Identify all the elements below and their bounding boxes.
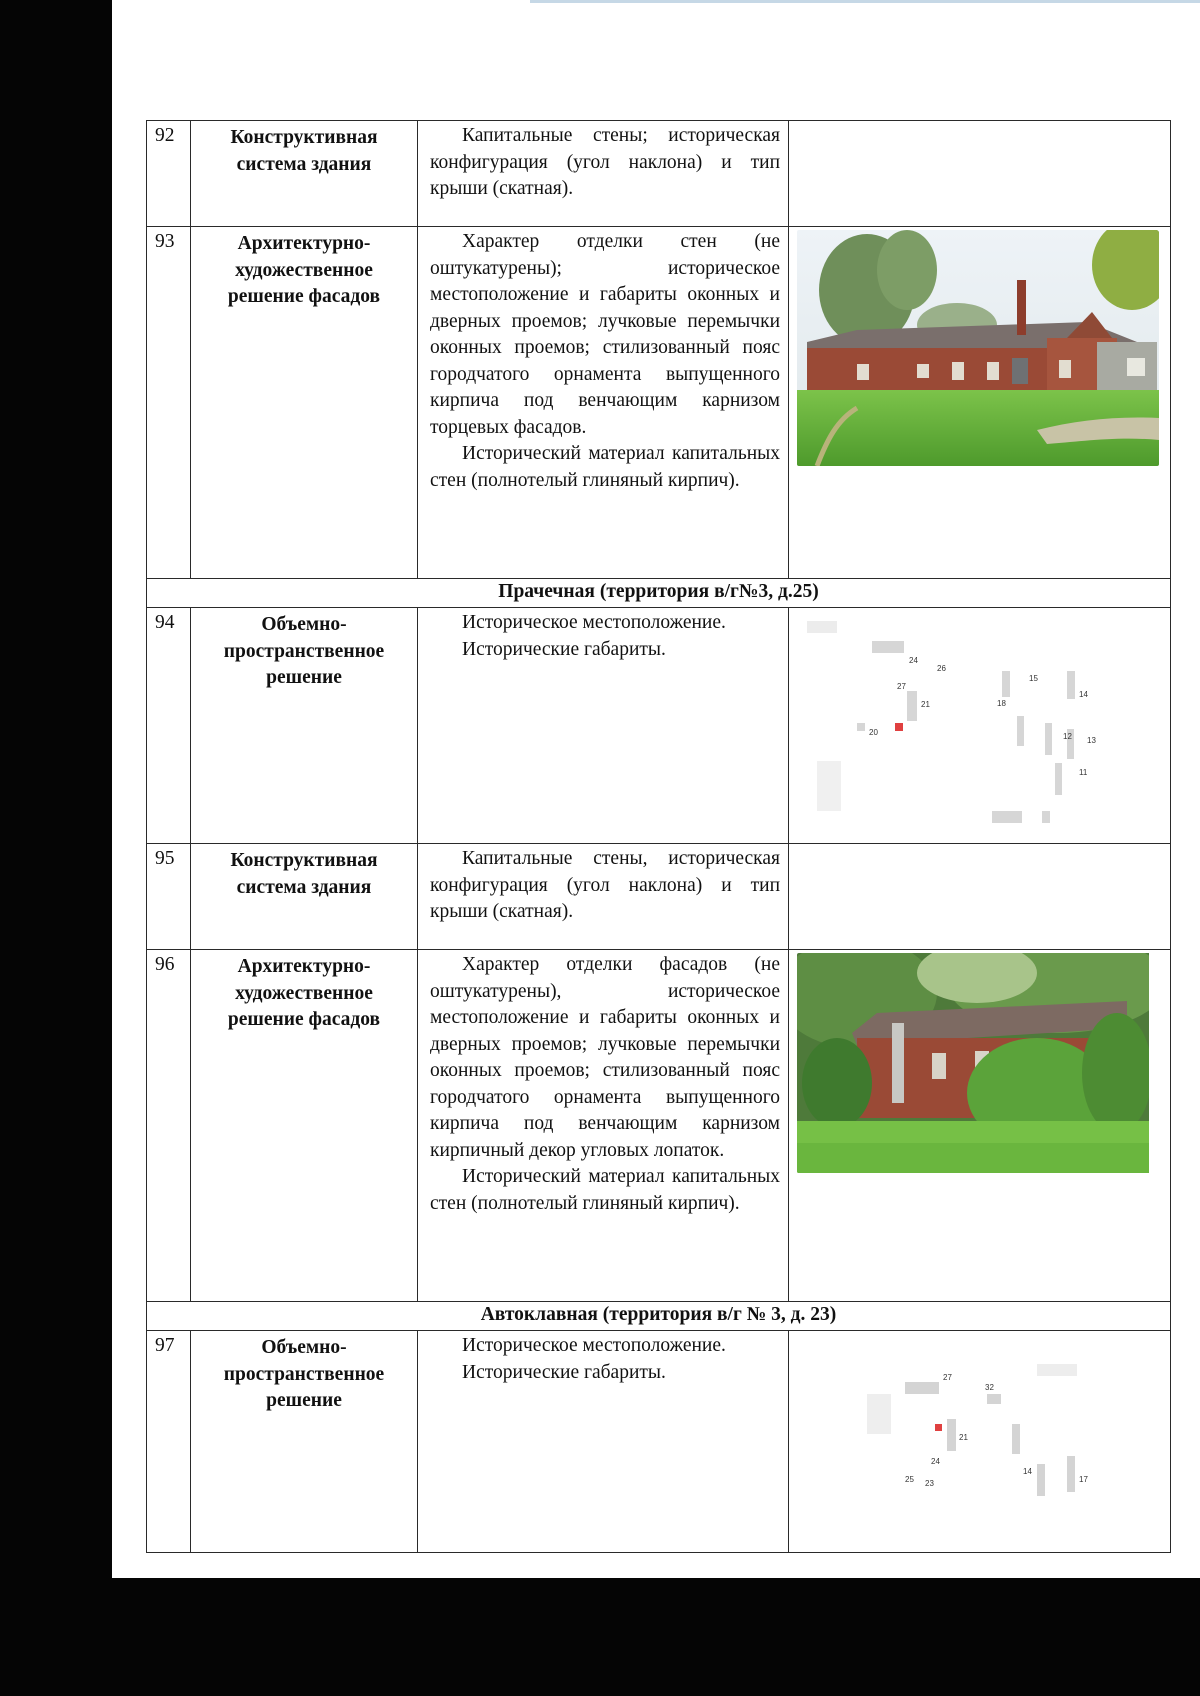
map-label: 13 (1087, 736, 1096, 745)
site-map (797, 611, 1159, 837)
table-row (147, 844, 1171, 950)
map-label: 27 (943, 1373, 952, 1382)
map-label: 23 (925, 1479, 934, 1488)
image-cell (789, 121, 1171, 227)
site-marker-icon (935, 1424, 942, 1431)
row-number: 97 (147, 1331, 191, 1553)
feature-description (418, 950, 789, 1302)
site-map-94-art (797, 611, 1159, 837)
feature-description (418, 844, 789, 950)
description-paragraph: Характер отделки фасадов (не оштукатурены), историческое местоположение и габариты оконных и дверных проемов; лучковые перемычки оконных проемов; стилизованный пояс городчатого орнамента выпущенного кирпича под венчающим карнизом кирпичный декор угловых лопаток. (430, 954, 780, 1161)
table-row (147, 227, 1171, 579)
row-number: 94 (147, 608, 191, 844)
description-paragraph: Характер отделки стен (не оштукатурены); историческое местоположение и габариты оконных и дверных проемов; лучковые перемычки оконных проемов; стилизованный пояс городчатого орнамента выпущенного кирпича под венчающим карнизом торцевых фасадов. (430, 231, 780, 438)
site-marker-icon (895, 723, 903, 731)
description-paragraph: Исторические габариты. (462, 638, 666, 660)
feature-name: Архитектурно-художественное решение фасадов (191, 227, 418, 579)
map-label: 17 (1079, 1475, 1088, 1484)
description-paragraph: Капитальные стены, историческая конфигурация (угол наклона) и тип крыши (скатная). (430, 848, 780, 922)
section-title: Прачечная (территория в/г№3, д.25) (147, 579, 1171, 608)
table-row (147, 950, 1171, 1302)
feature-name: Конструктивная система здания (191, 121, 418, 227)
description-paragraph: Исторические габариты. (462, 1361, 666, 1383)
feature-description (418, 1331, 789, 1553)
scan-frame-left (0, 0, 112, 1696)
section-row (147, 579, 1171, 608)
row-number: 95 (147, 844, 191, 950)
feature-name: Конструктивная система здания (191, 844, 418, 950)
description-paragraph: Историческое местоположение. (462, 612, 726, 633)
building-photo (797, 953, 1159, 1173)
scan-frame-bottom (0, 1578, 1200, 1696)
image-cell (789, 844, 1171, 950)
map-label: 26 (937, 664, 946, 673)
description-paragraph: Исторический материал капитальных стен (полнотелый глиняный кирпич). (430, 443, 780, 491)
feature-description (418, 608, 789, 844)
feature-name: Объемно-пространственное решение (191, 608, 418, 844)
map-label: 15 (1029, 674, 1038, 683)
image-cell (789, 1331, 1171, 1553)
map-label: 11 (1079, 768, 1088, 777)
map-label: 27 (897, 682, 906, 691)
description-paragraph: Исторический материал капитальных стен (полнотелый глиняный кирпич). (430, 1166, 780, 1214)
laundry-facade-photo-art (797, 953, 1149, 1173)
table-row (147, 1331, 1171, 1553)
section-title: Автоклавная (территория в/г № 3, д. 23) (147, 1302, 1171, 1331)
row-number: 93 (147, 227, 191, 579)
map-label: 14 (1023, 1467, 1032, 1476)
map-label: 24 (909, 656, 918, 665)
feature-description (418, 121, 789, 227)
map-label: 21 (921, 700, 930, 709)
map-label: 18 (997, 699, 1006, 708)
map-label: 20 (869, 728, 878, 737)
scan-edge (530, 0, 1200, 3)
feature-name: Архитектурно-художественное решение фасадов (191, 950, 418, 1302)
table-row (147, 121, 1171, 227)
description-paragraph: Капитальные стены; историческая конфигурация (угол наклона) и тип крыши (скатная). (430, 125, 780, 199)
image-cell (789, 608, 1171, 844)
row-number: 92 (147, 121, 191, 227)
map-label: 12 (1063, 732, 1072, 741)
map-label: 25 (905, 1475, 914, 1484)
row-number: 96 (147, 950, 191, 1302)
site-map (797, 1334, 1159, 1546)
map-label: 32 (985, 1383, 994, 1392)
feature-description (418, 227, 789, 579)
image-cell (789, 227, 1171, 579)
register-table (146, 120, 1171, 1553)
site-map-97-art (797, 1334, 1159, 1546)
section-row (147, 1302, 1171, 1331)
description-paragraph: Историческое местоположение. (462, 1335, 726, 1356)
map-label: 24 (931, 1457, 940, 1466)
map-label: 21 (959, 1433, 968, 1442)
feature-name: Объемно-пространственное решение (191, 1331, 418, 1553)
laundry-building-photo-art (797, 230, 1159, 466)
image-cell (789, 950, 1171, 1302)
building-photo (797, 230, 1159, 466)
map-label: 14 (1079, 690, 1088, 699)
table-row (147, 608, 1171, 844)
